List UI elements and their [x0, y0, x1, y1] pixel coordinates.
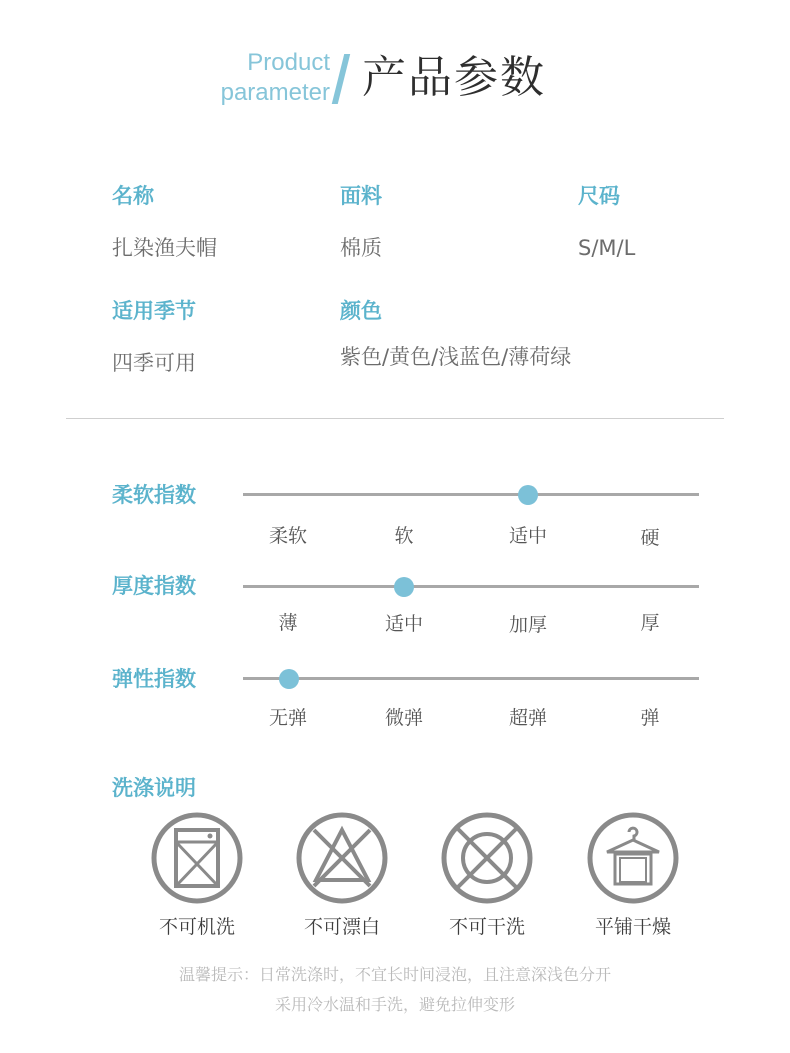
elasticity-track	[243, 677, 699, 680]
wash-title: 洗涤说明	[112, 776, 196, 800]
hang-dry-icon	[587, 812, 679, 904]
thickness-index-label: 厚度指数	[112, 574, 196, 598]
wash-item-no-machine-wash	[142, 812, 252, 940]
thickness-tick: 加厚	[508, 614, 547, 636]
elasticity-tick: 微弹	[384, 707, 423, 729]
english-title-line1: Product	[247, 49, 330, 76]
param-label: 颜色	[340, 299, 382, 323]
wash-label: 不可漂白	[303, 916, 380, 938]
english-title-line2: parameter	[220, 79, 330, 106]
softness-track	[243, 493, 699, 496]
tip-line-2: 采用冷水温和手洗，避免拉伸变形	[274, 995, 515, 1014]
param-value: S/M/L	[578, 236, 636, 260]
param-size	[578, 182, 635, 262]
wash-label: 不可机洗	[158, 916, 235, 938]
param-color	[340, 297, 571, 371]
page-title: 产品参数	[362, 52, 546, 103]
softness-knob	[518, 485, 538, 505]
param-value: 四季可用	[112, 351, 196, 375]
title-slash-divider	[332, 54, 350, 104]
wash-item-no-dry-clean	[432, 812, 542, 940]
no-dry-clean-icon	[441, 812, 533, 904]
param-season	[112, 297, 196, 377]
param-label: 名称	[112, 184, 154, 208]
softness-tick: 柔软	[268, 525, 307, 547]
wash-item-no-bleach	[287, 812, 397, 940]
param-value: 棉质	[340, 236, 382, 260]
wash-label: 平铺干燥	[594, 916, 671, 938]
elasticity-tick: 弹	[640, 707, 660, 729]
softness-tick: 软	[394, 525, 414, 547]
softness-tick: 硬	[640, 527, 660, 549]
english-title	[221, 48, 330, 108]
thickness-knob	[394, 577, 414, 597]
section-divider	[66, 418, 724, 419]
no-machine-wash-icon	[151, 812, 243, 904]
param-name	[112, 182, 217, 262]
param-fabric	[340, 182, 382, 262]
no-bleach-icon	[296, 812, 388, 904]
elasticity-knob	[279, 669, 299, 689]
wash-label: 不可干洗	[448, 916, 525, 938]
param-value: 紫色/黄色/浅蓝色/薄荷绿	[340, 345, 572, 369]
softness-tick: 适中	[508, 525, 547, 547]
softness-index-label: 柔软指数	[112, 483, 196, 507]
param-label: 面料	[340, 184, 382, 208]
param-value: 扎染渔夫帽	[112, 236, 217, 260]
elasticity-tick: 无弹	[268, 707, 307, 729]
thickness-tick: 适中	[384, 613, 423, 635]
tip-line-1: 温馨提示：日常洗涤时，不宜长时间浸泡，且注意深浅色分开	[178, 965, 611, 984]
thickness-tick: 厚	[640, 612, 660, 634]
header	[0, 40, 790, 120]
param-label: 尺码	[578, 184, 620, 208]
param-label: 适用季节	[112, 299, 196, 323]
elasticity-index-label: 弹性指数	[112, 667, 196, 691]
wash-item-hang-dry	[578, 812, 688, 940]
thickness-track	[243, 585, 699, 588]
elasticity-tick: 超弹	[508, 707, 547, 729]
thickness-tick: 薄	[278, 612, 298, 634]
